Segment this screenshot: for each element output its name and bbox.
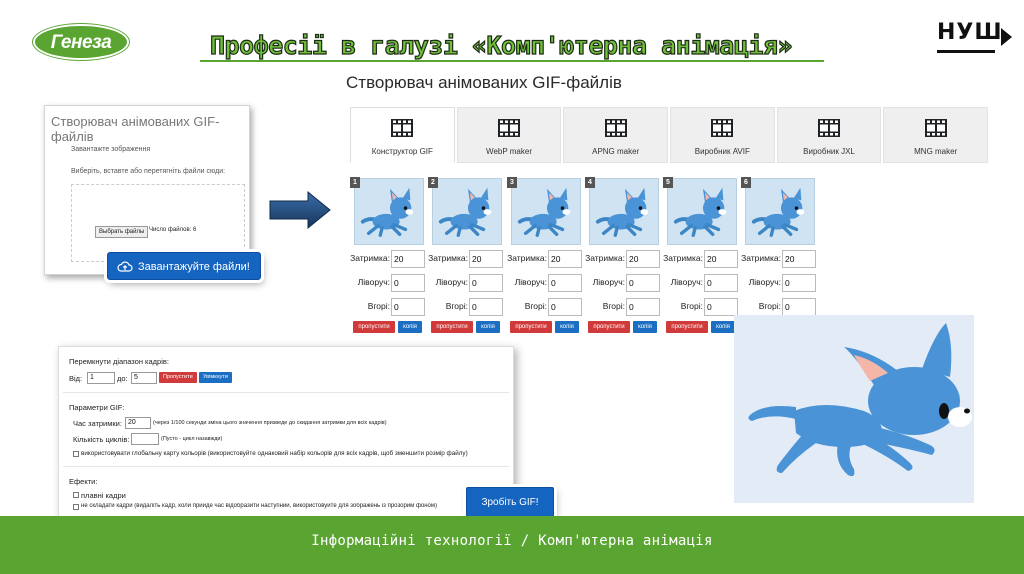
delay-input[interactable]: 20 bbox=[469, 250, 503, 268]
left-label: Ліворуч: bbox=[435, 277, 468, 287]
top-input[interactable]: 0 bbox=[704, 298, 738, 316]
top-row bbox=[663, 298, 740, 316]
range-enable-button[interactable]: Увімкнути bbox=[199, 372, 232, 383]
delay-time-hint: (через 1/100 секунди зміна цього значення призведе до скидання затримки для всіх кадрів) bbox=[153, 420, 387, 426]
delay-row bbox=[585, 250, 662, 268]
skip-button[interactable]: пропустити bbox=[588, 321, 630, 333]
top-input[interactable]: 0 bbox=[548, 298, 582, 316]
left-input[interactable]: 0 bbox=[391, 274, 425, 292]
running-cat-image bbox=[734, 315, 974, 503]
no-stack-checkbox[interactable] bbox=[73, 504, 79, 510]
copy-button[interactable]: копія bbox=[398, 321, 422, 333]
tab-label: Конструктор GIF bbox=[371, 147, 433, 156]
top-label: Вгорі: bbox=[680, 301, 703, 311]
range-title: Перемкнути діапазон кадрів: bbox=[69, 357, 169, 366]
left-label: Ліворуч: bbox=[748, 277, 781, 287]
top-label: Вгорі: bbox=[367, 301, 390, 311]
left-label: Ліворуч: bbox=[592, 277, 625, 287]
frame-image bbox=[432, 178, 502, 245]
skip-button[interactable]: пропустити bbox=[353, 321, 395, 333]
frame-number: 3 bbox=[507, 177, 517, 188]
gif-settings-screenshot bbox=[58, 346, 514, 522]
delay-time-input[interactable]: 20 bbox=[125, 417, 151, 429]
skip-button[interactable]: пропустити bbox=[431, 321, 473, 333]
upload-screen-title: Створювач анімованих GIF-файлів bbox=[51, 114, 220, 144]
copy-button[interactable]: копія bbox=[476, 321, 500, 333]
upload-hint: Виберіть, вставте або перетягніть файли сюди: bbox=[71, 168, 226, 175]
footer-bar bbox=[0, 516, 1024, 574]
frame-number: 2 bbox=[428, 177, 438, 188]
left-input[interactable]: 0 bbox=[548, 274, 582, 292]
top-row bbox=[350, 298, 427, 316]
copy-button[interactable]: копія bbox=[633, 321, 657, 333]
frame-image bbox=[667, 178, 737, 245]
maker-title: Створювач анімованих GIF-файлів bbox=[346, 73, 622, 92]
from-label: Від: bbox=[69, 374, 83, 383]
smooth-frames-checkbox[interactable] bbox=[73, 492, 79, 498]
tab-apng-maker[interactable] bbox=[563, 107, 668, 163]
delay-label: Затримка: bbox=[350, 253, 390, 263]
top-label: Вгорі: bbox=[758, 301, 781, 311]
frame-image bbox=[511, 178, 581, 245]
tab-label: MNG maker bbox=[914, 147, 958, 156]
nush-text: НУШ bbox=[937, 20, 1003, 45]
global-colormap-label: використовувати глобальну карту кольорів (використовуйте однаковий набір кольорів для всіх кадрів, щоб зменшити розмір файлу) bbox=[81, 450, 468, 457]
range-section bbox=[63, 349, 509, 393]
tab-mng-maker[interactable] bbox=[883, 107, 988, 163]
top-label: Вгорі: bbox=[524, 301, 547, 311]
delay-label: Затримка: bbox=[663, 253, 703, 263]
effects-title: Ефекти: bbox=[69, 477, 98, 486]
left-row bbox=[428, 274, 505, 292]
left-row bbox=[350, 274, 427, 292]
film-icon bbox=[710, 117, 734, 139]
film-icon bbox=[604, 117, 628, 139]
left-row bbox=[663, 274, 740, 292]
copy-button[interactable]: копія bbox=[555, 321, 579, 333]
files-count: Число файлов: 6 bbox=[149, 227, 197, 233]
left-label: Ліворуч: bbox=[670, 277, 703, 287]
upload-label: Завантажте зображення bbox=[71, 146, 151, 153]
delay-label: Затримка: bbox=[428, 253, 468, 263]
tab-label: Виробник AVIF bbox=[694, 147, 750, 156]
copy-button[interactable]: копія bbox=[711, 321, 735, 333]
delay-row bbox=[350, 250, 427, 268]
left-label: Ліворуч: bbox=[357, 277, 390, 287]
tab-webp-maker[interactable] bbox=[457, 107, 562, 163]
frame-number: 1 bbox=[350, 177, 360, 188]
left-input[interactable]: 0 bbox=[626, 274, 660, 292]
left-row bbox=[585, 274, 662, 292]
delay-input[interactable]: 20 bbox=[626, 250, 660, 268]
right-arrow-icon bbox=[268, 190, 332, 230]
geneza-logo bbox=[33, 24, 129, 60]
loops-label: Кількість циклів: bbox=[73, 435, 130, 444]
film-icon bbox=[817, 117, 841, 139]
top-row bbox=[428, 298, 505, 316]
range-skip-button[interactable]: Пропустити bbox=[159, 372, 197, 383]
frame-number: 6 bbox=[741, 177, 751, 188]
nush-arrow-icon bbox=[1001, 28, 1012, 46]
delay-time-label: Час затримки: bbox=[73, 419, 122, 428]
left-label: Ліворуч: bbox=[514, 277, 547, 287]
frame-card bbox=[428, 175, 505, 340]
frame-image bbox=[589, 178, 659, 245]
delay-input[interactable]: 20 bbox=[391, 250, 425, 268]
left-row bbox=[741, 274, 818, 292]
cloud-upload-icon bbox=[117, 260, 133, 273]
frame-image bbox=[354, 178, 424, 245]
top-label: Вгорі: bbox=[445, 301, 468, 311]
skip-button[interactable]: пропустити bbox=[510, 321, 552, 333]
frame-number: 5 bbox=[663, 177, 673, 188]
delay-row bbox=[428, 250, 505, 268]
frame-image bbox=[745, 178, 815, 245]
no-stack-label: не складати кадри (видаліть кадр, коли прийде час відобразити наступний, використовуйте для зображень із прозорим фоном) bbox=[81, 503, 437, 509]
tab-label: WebP maker bbox=[486, 147, 532, 156]
choose-files-button[interactable]: Выбрать файлы bbox=[95, 226, 148, 238]
logo-text: Генеза bbox=[50, 32, 112, 53]
delay-label: Затримка: bbox=[585, 253, 625, 263]
top-row bbox=[741, 298, 818, 316]
from-input[interactable]: 1 bbox=[87, 372, 115, 384]
top-row bbox=[585, 298, 662, 316]
upload-files-button[interactable] bbox=[107, 252, 261, 280]
nush-bar bbox=[937, 50, 995, 53]
title-underline bbox=[200, 60, 824, 62]
smooth-frames-label: плавні кадри bbox=[81, 491, 126, 500]
film-icon bbox=[390, 117, 414, 139]
maker-tabs bbox=[350, 107, 988, 163]
loops-input[interactable] bbox=[131, 433, 159, 445]
top-input[interactable]: 0 bbox=[391, 298, 425, 316]
film-icon bbox=[497, 117, 521, 139]
gif-preview bbox=[734, 315, 974, 503]
left-row bbox=[507, 274, 584, 292]
delay-row bbox=[507, 250, 584, 268]
left-input[interactable]: 0 bbox=[704, 274, 738, 292]
upload-screenshot bbox=[44, 105, 250, 275]
tab-avif-maker[interactable] bbox=[670, 107, 775, 163]
left-input[interactable]: 0 bbox=[782, 274, 816, 292]
frame-card bbox=[507, 175, 584, 340]
delay-label: Затримка: bbox=[741, 253, 781, 263]
delay-row bbox=[741, 250, 818, 268]
delay-input[interactable]: 20 bbox=[704, 250, 738, 268]
to-label: до: bbox=[117, 374, 128, 383]
delay-row bbox=[663, 250, 740, 268]
tab-jxl-maker[interactable] bbox=[777, 107, 882, 163]
delay-input[interactable]: 20 bbox=[782, 250, 816, 268]
loops-hint: (Пусто - цикл назавжди) bbox=[161, 436, 223, 442]
top-input[interactable]: 0 bbox=[626, 298, 660, 316]
to-input[interactable]: 5 bbox=[131, 372, 157, 384]
top-input[interactable]: 0 bbox=[782, 298, 816, 316]
delay-input[interactable]: 20 bbox=[548, 250, 582, 268]
tab-gif-constructor[interactable] bbox=[350, 107, 455, 163]
delay-label: Затримка: bbox=[507, 253, 547, 263]
tab-label: Виробник JXL bbox=[803, 147, 855, 156]
global-colormap-checkbox[interactable] bbox=[73, 451, 79, 457]
make-gif-button[interactable]: Зробіть GIF! bbox=[466, 487, 554, 517]
tab-label: APNG maker bbox=[592, 147, 640, 156]
drop-zone[interactable] bbox=[71, 184, 245, 262]
frame-card bbox=[350, 175, 427, 340]
upload-files-label: Завантажуйте файли! bbox=[138, 261, 250, 273]
footer-text: Інформаційні технології / Комп'ютерна анімація bbox=[311, 533, 713, 549]
top-row bbox=[507, 298, 584, 316]
frame-card bbox=[585, 175, 662, 340]
nush-logo bbox=[937, 20, 1017, 54]
frame-number: 4 bbox=[585, 177, 595, 188]
top-label: Вгорі: bbox=[602, 301, 625, 311]
top-input[interactable]: 0 bbox=[469, 298, 503, 316]
skip-button[interactable]: пропустити bbox=[666, 321, 708, 333]
gif-params-title: Параметри GIF: bbox=[69, 403, 125, 412]
frame-card bbox=[663, 175, 740, 340]
slide-title: Професії в галузі «Комп'ютерна анімація» bbox=[210, 31, 793, 60]
left-input[interactable]: 0 bbox=[469, 274, 503, 292]
film-icon bbox=[924, 117, 948, 139]
